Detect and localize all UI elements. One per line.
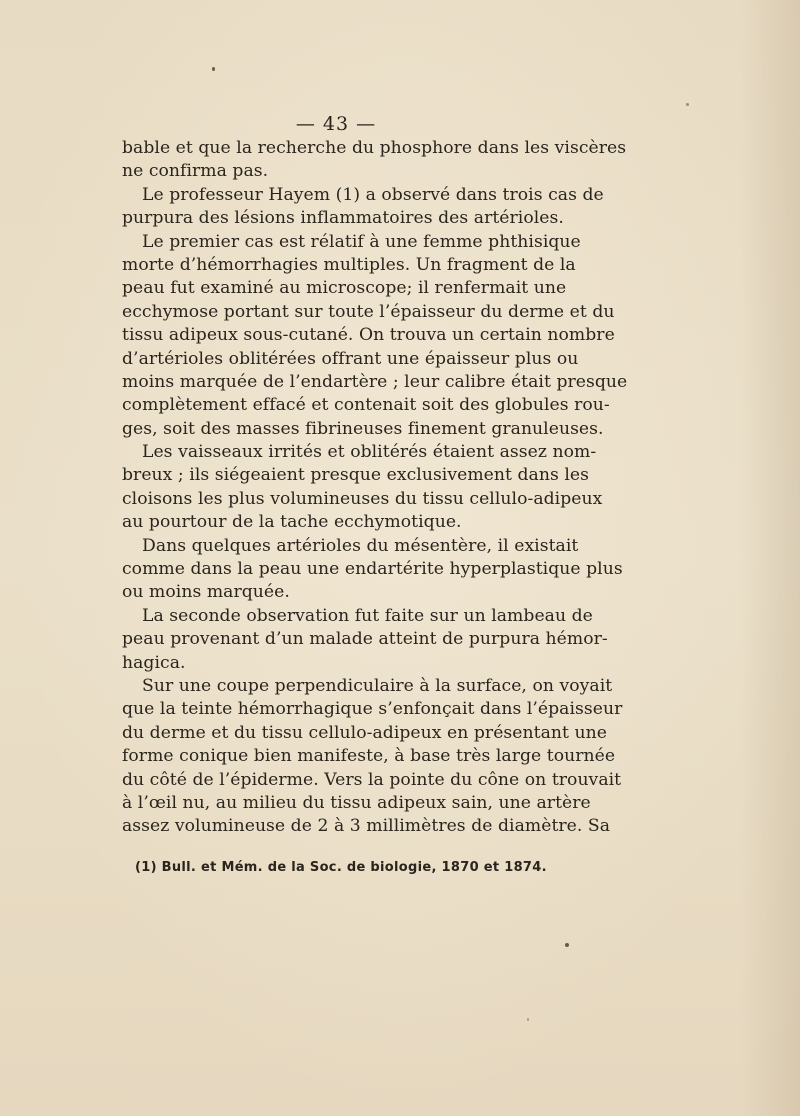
text-line: breux ; ils siégeaient presque exclusivement dans les <box>122 465 589 486</box>
text-line: ecchymose portant sur toute l’épaisseur du derme et du <box>122 301 615 322</box>
text-line: morte d’hémorrhagies multiples. Un fragment de la <box>122 254 576 275</box>
text-line: ou moins marquée. <box>122 582 290 603</box>
text-line: Le premier cas est rélatif à une femme phthisique <box>142 231 581 252</box>
body-text <box>122 137 628 839</box>
text-line: ges, soit des masses fibrineuses finement granuleuses. <box>122 418 604 439</box>
paper-speck <box>686 103 689 106</box>
text-line: forme conique bien manifeste, à base très large tournée <box>122 746 616 767</box>
page-number: — 43 — <box>295 113 377 135</box>
text-line: moins marquée de l’endartère ; leur calibre était presque <box>122 371 628 392</box>
text-line: ne confirma pas. <box>122 161 269 182</box>
text-line: peau fut examiné au microscope; il renfermait une <box>122 278 567 299</box>
text-line: à l’œil nu, au milieu du tissu adipeux sain, une artère <box>122 792 591 813</box>
page-edge-shadow <box>740 0 800 1116</box>
text-line: du derme et du tissu cellulo-adipeux en présentant une <box>122 722 607 743</box>
text-line: purpura des lésions inflammatoires des artérioles. <box>122 208 564 229</box>
text-line: La seconde observation fut faite sur un lambeau de <box>142 605 593 626</box>
paper-speck <box>565 943 569 947</box>
text-line: complètement effacé et contenait soit des globules rou- <box>122 395 610 416</box>
text-line: peau provenant d’un malade atteint de purpura hémor- <box>122 629 608 650</box>
text-line: Sur une coupe perpendiculaire à la surface, on voyait <box>142 675 613 696</box>
paper-speck <box>527 1018 529 1021</box>
text-line: au pourtour de la tache ecchymotique. <box>122 512 462 533</box>
text-line: cloisons les plus volumineuses du tissu cellulo-adipeux <box>122 488 603 509</box>
paper-speck <box>212 67 215 71</box>
text-line: tissu adipeux sous-cutané. On trouva un certain nombre <box>122 325 615 346</box>
text-line: Les vaisseaux irrités et oblitérés étaient assez nom- <box>142 442 597 463</box>
text-line: Le professeur Hayem (1) a observé dans trois cas de <box>142 184 604 205</box>
text-line: bable et que la recherche du phosphore dans les viscères <box>122 138 627 158</box>
text-line: que la teinte hémorrhagique s’enfonçait dans l’épaisseur <box>122 699 623 720</box>
footnote: (1) Bull. et Mém. de la Soc. de biologie, 1870 et 1874. <box>135 860 547 875</box>
text-line: hagica. <box>122 652 186 673</box>
text-line: assez volumineuse de 2 à 3 millimètres de diamètre. Sa <box>122 816 611 837</box>
text-line: Dans quelques artérioles du mésentère, il existait <box>142 535 579 556</box>
text-line: du côté de l’épiderme. Vers la pointe du cône on trouvait <box>122 769 622 790</box>
text-line: d’artérioles oblitérées offrant une épaisseur plus ou <box>122 348 579 369</box>
text-line: comme dans la peau une endartérite hyperplastique plus <box>122 559 623 580</box>
